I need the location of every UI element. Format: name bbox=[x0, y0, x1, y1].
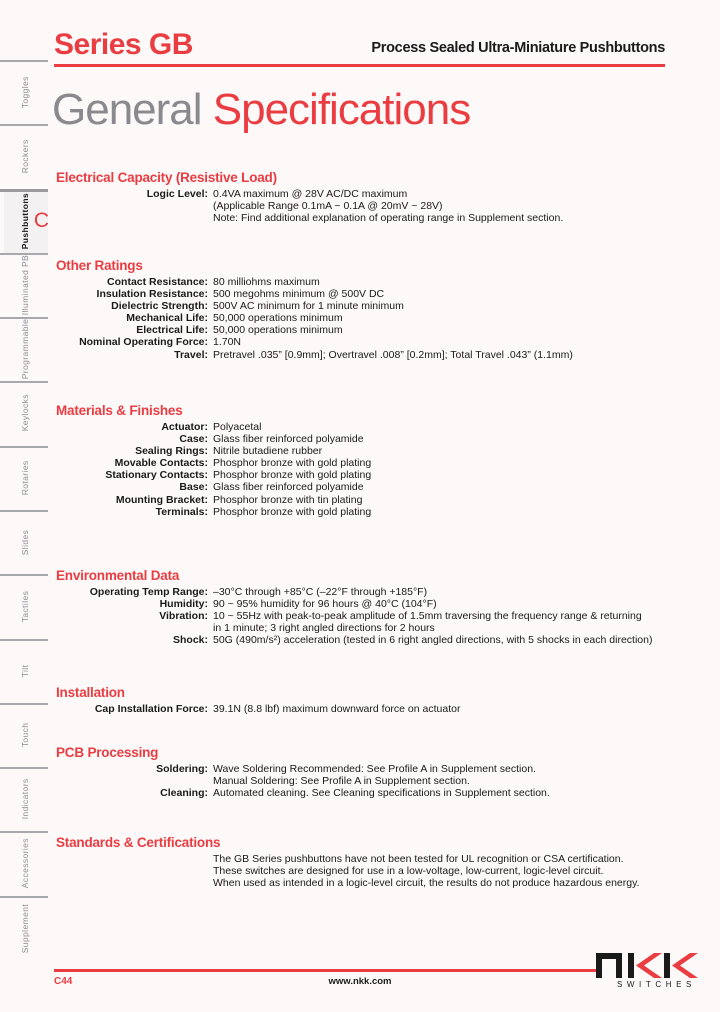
section-heading: Materials & Finishes bbox=[56, 403, 183, 418]
spec-label: Sealing Rings: bbox=[135, 445, 208, 458]
spec-value-line: Manual Soldering: See Profile A in Supplement section. bbox=[213, 775, 470, 788]
sidebar-tab-indicators[interactable] bbox=[0, 767, 50, 831]
spec-value bbox=[213, 494, 666, 506]
spec-row bbox=[56, 610, 666, 634]
spec-value bbox=[213, 421, 666, 433]
spec-label: Stationary Contacts: bbox=[105, 469, 208, 482]
spec-value bbox=[213, 276, 666, 288]
spec-value-line: 500V AC minimum for 1 minute minimum bbox=[213, 300, 404, 313]
spec-label: Dielectric Strength: bbox=[111, 300, 208, 313]
spec-value bbox=[213, 853, 666, 889]
spec-value bbox=[213, 300, 666, 312]
spec-label: Insulation Resistance: bbox=[96, 288, 208, 301]
spec-value-line: 80 milliohms maximum bbox=[213, 276, 320, 288]
spec-row bbox=[56, 703, 666, 715]
page-title bbox=[52, 85, 470, 135]
section-heading: PCB Processing bbox=[56, 745, 159, 760]
spec-value bbox=[213, 288, 666, 300]
section-heading: Electrical Capacity (Resistive Load) bbox=[56, 170, 277, 185]
spec-value bbox=[213, 481, 666, 493]
section-pcb bbox=[56, 745, 666, 799]
spec-label: Vibration: bbox=[159, 610, 208, 623]
nkk-logo-subtext: SWITCHES bbox=[616, 980, 696, 989]
sidebar-tab-label: Accessories bbox=[20, 838, 30, 889]
nkk-logo bbox=[590, 951, 698, 989]
spec-value-line: Phosphor bronze with gold plating bbox=[213, 505, 372, 518]
sidebar-tab-label: Slides bbox=[20, 529, 30, 555]
spec-value-line: (Applicable Range 0.1mA ~ 0.1A @ 20mV ~ 28V) bbox=[213, 200, 443, 213]
section-heading: Environmental Data bbox=[56, 568, 180, 583]
sidebar-tab-label: Rockers bbox=[20, 139, 30, 174]
sidebar-tab-illuminated-pb[interactable] bbox=[0, 253, 50, 317]
spec-row bbox=[56, 598, 666, 610]
sidebar-tab-tilt[interactable] bbox=[0, 639, 50, 703]
spec-value bbox=[213, 703, 666, 715]
spec-row bbox=[56, 349, 666, 361]
section-installation bbox=[56, 685, 666, 715]
spec-row bbox=[56, 457, 666, 469]
spec-row bbox=[56, 300, 666, 312]
spec-value bbox=[213, 457, 666, 469]
spec-value-line: 0.4VA maximum @ 28V AC/DC maximum bbox=[213, 188, 408, 200]
sidebar-tab-label: Programmable bbox=[20, 319, 30, 380]
spec-value-line: Glass fiber reinforced polyamide bbox=[213, 481, 364, 494]
spec-row bbox=[56, 421, 666, 433]
spec-value-line: The GB Series pushbuttons have not been tested for UL recognition or CSA certification. bbox=[213, 853, 624, 865]
section-standards bbox=[56, 835, 666, 889]
spec-label: Nominal Operating Force: bbox=[79, 336, 208, 349]
spec-value-line: Wave Soldering Recommended: See Profile A in Supplement section. bbox=[213, 763, 536, 775]
spec-value-line: Glass fiber reinforced polyamide bbox=[213, 433, 364, 446]
spec-value-line: Phosphor bronze with gold plating bbox=[213, 469, 372, 482]
sidebar-tab-label: Rotaries bbox=[20, 460, 30, 496]
spec-value bbox=[213, 610, 666, 634]
spec-row bbox=[56, 433, 666, 445]
spec-row bbox=[56, 276, 666, 288]
spec-value bbox=[213, 469, 666, 481]
spec-value-line: Pretravel .035” [0.9mm]; Overtravel .008” [0.2mm]; Total Travel .043” (1.1mm) bbox=[213, 348, 573, 361]
spec-value-line: 50G (490m/s²) acceleration (tested in 6 right angled directions, with 5 shocks in each direction) bbox=[213, 634, 653, 647]
spec-value-line: When used as intended in a logic-level circuit, the results do not produce hazardous energy. bbox=[213, 877, 640, 890]
spec-label: Case: bbox=[179, 433, 208, 446]
sidebar-tab-label: Tilt bbox=[20, 664, 30, 678]
spec-value bbox=[213, 433, 666, 445]
page-title-red: Specifications bbox=[201, 85, 471, 134]
spec-value-line: 50,000 operations minimum bbox=[213, 324, 343, 337]
sidebar-tab-keylocks[interactable] bbox=[0, 381, 50, 445]
sidebar-tab-accessories[interactable] bbox=[0, 831, 50, 895]
spec-value bbox=[213, 586, 666, 598]
spec-row bbox=[56, 445, 666, 457]
section-materials bbox=[56, 403, 666, 518]
spec-row bbox=[56, 634, 666, 646]
sidebar-tab-rail bbox=[0, 0, 50, 1012]
spec-row bbox=[56, 469, 666, 481]
header-subtitle: Process Sealed Ultra-Miniature Pushbuttons bbox=[371, 40, 665, 56]
section-electrical bbox=[56, 170, 666, 224]
series-title: Series GB bbox=[54, 28, 193, 61]
sidebar-tab-toggles[interactable] bbox=[0, 60, 50, 124]
spec-value-line: Automated cleaning. See Cleaning specifications in Supplement section. bbox=[213, 787, 550, 800]
spec-value-line: 50,000 operations minimum bbox=[213, 312, 343, 325]
footer-url[interactable]: www.nkk.com bbox=[328, 976, 392, 987]
sidebar-tab-label: Supplement bbox=[20, 903, 30, 953]
spec-value-line: Phosphor bronze with gold plating bbox=[213, 457, 372, 470]
section-heading: Installation bbox=[56, 685, 125, 700]
spec-label: Humidity: bbox=[159, 598, 208, 611]
spec-label: Operating Temp Range: bbox=[89, 586, 208, 598]
spec-value bbox=[213, 598, 666, 610]
spec-value bbox=[213, 336, 666, 348]
sidebar-tab-label: Toggles bbox=[20, 76, 30, 109]
sidebar-tab-label: Tactiles bbox=[20, 590, 30, 623]
sidebar-tab-touch[interactable] bbox=[0, 703, 50, 767]
spec-value-line: Polyacetal bbox=[213, 421, 262, 433]
spec-row bbox=[56, 506, 666, 518]
spec-value bbox=[213, 324, 666, 336]
sidebar-tab-tactiles[interactable] bbox=[0, 574, 50, 638]
spec-label: Logic Level: bbox=[146, 188, 208, 200]
sidebar-tab-label: Touch bbox=[20, 722, 30, 748]
spec-label: Travel: bbox=[174, 348, 208, 361]
spec-value bbox=[213, 188, 666, 224]
spec-value bbox=[213, 349, 666, 361]
spec-value bbox=[213, 312, 666, 324]
spec-row bbox=[56, 188, 666, 224]
sidebar-tab-rockers[interactable] bbox=[0, 124, 50, 188]
spec-value-line: 39.1N (8.8 lbf) maximum downward force on actuator bbox=[213, 703, 461, 715]
sidebar-section-letter: C bbox=[33, 208, 49, 232]
sidebar-tab-rotaries[interactable] bbox=[0, 446, 50, 510]
spec-value-line: 500 megohms minimum @ 500V DC bbox=[213, 288, 385, 301]
sidebar-tab-label: Keylocks bbox=[20, 394, 30, 433]
spec-row bbox=[56, 763, 666, 787]
spec-row bbox=[56, 312, 666, 324]
spec-value-line: Phosphor bronze with tin plating bbox=[213, 493, 363, 506]
spec-value bbox=[213, 634, 666, 646]
spec-row bbox=[56, 494, 666, 506]
nkk-logo-mark bbox=[590, 951, 698, 979]
sidebar-tab-supplement[interactable] bbox=[0, 896, 50, 960]
spec-label: Contact Resistance: bbox=[107, 276, 208, 288]
spec-row bbox=[56, 853, 666, 889]
spec-value-line: Note: Find additional explanation of operating range in Supplement section. bbox=[213, 212, 564, 225]
spec-row bbox=[56, 787, 666, 799]
section-environmental bbox=[56, 568, 666, 646]
spec-row bbox=[56, 336, 666, 348]
spec-label: Mechanical Life: bbox=[126, 312, 208, 325]
sidebar-tab-label: Illuminated PB bbox=[20, 254, 30, 316]
spec-value bbox=[213, 763, 666, 787]
spec-value-line: in 1 minute; 3 right angled directions for 2 hours bbox=[213, 622, 435, 635]
spec-label: Cap Installation Force: bbox=[94, 703, 208, 715]
spec-label: Terminals: bbox=[155, 505, 208, 518]
spec-label: Electrical Life: bbox=[136, 324, 208, 337]
sidebar-tab-label: Pushbuttons bbox=[20, 192, 30, 249]
sidebar-tab-pushbuttons[interactable] bbox=[0, 189, 50, 253]
spec-row bbox=[56, 324, 666, 336]
spec-value-line: 10 ~ 55Hz with peak-to-peak amplitude of 1.5mm traversing the frequency range & returning bbox=[213, 610, 642, 623]
spec-label: Mounting Bracket: bbox=[115, 493, 208, 506]
sidebar-tab-slides[interactable] bbox=[0, 510, 50, 574]
section-heading: Standards & Certifications bbox=[56, 835, 221, 850]
spec-row bbox=[56, 288, 666, 300]
page-footer bbox=[0, 955, 720, 1012]
spec-value bbox=[213, 506, 666, 518]
spec-value-line: Nitrile butadiene rubber bbox=[213, 445, 323, 458]
spec-label: Movable Contacts: bbox=[114, 457, 208, 470]
section-heading: Other Ratings bbox=[56, 258, 143, 273]
section-other-ratings bbox=[56, 258, 666, 361]
spec-value-line: 1.70N bbox=[213, 336, 242, 349]
spec-label: Actuator: bbox=[161, 421, 208, 433]
spec-row bbox=[56, 481, 666, 493]
spec-label: Base: bbox=[179, 481, 208, 494]
spec-label: Cleaning: bbox=[160, 787, 208, 800]
spec-value-line: –30°C through +85°C (–22°F through +185°F) bbox=[213, 586, 428, 598]
footer-page-number: C44 bbox=[54, 976, 73, 987]
footer-rule bbox=[54, 969, 596, 972]
spec-label: Soldering: bbox=[156, 763, 208, 775]
spec-value bbox=[213, 787, 666, 799]
sidebar-tab-label: Indicators bbox=[20, 778, 30, 820]
spec-value bbox=[213, 445, 666, 457]
header-rule bbox=[54, 64, 665, 67]
spec-row bbox=[56, 586, 666, 598]
spec-value-line: These switches are designed for use in a low-voltage, low-current, logic-level circuit. bbox=[213, 865, 604, 878]
page-title-gray: General bbox=[52, 85, 202, 134]
spec-value-line: 90 ~ 95% humidity for 96 hours @ 40°C (104°F) bbox=[213, 598, 437, 611]
sidebar-tab-programmable[interactable] bbox=[0, 317, 50, 381]
nkk-logo-svg bbox=[594, 951, 698, 979]
spec-label: Shock: bbox=[172, 634, 208, 647]
